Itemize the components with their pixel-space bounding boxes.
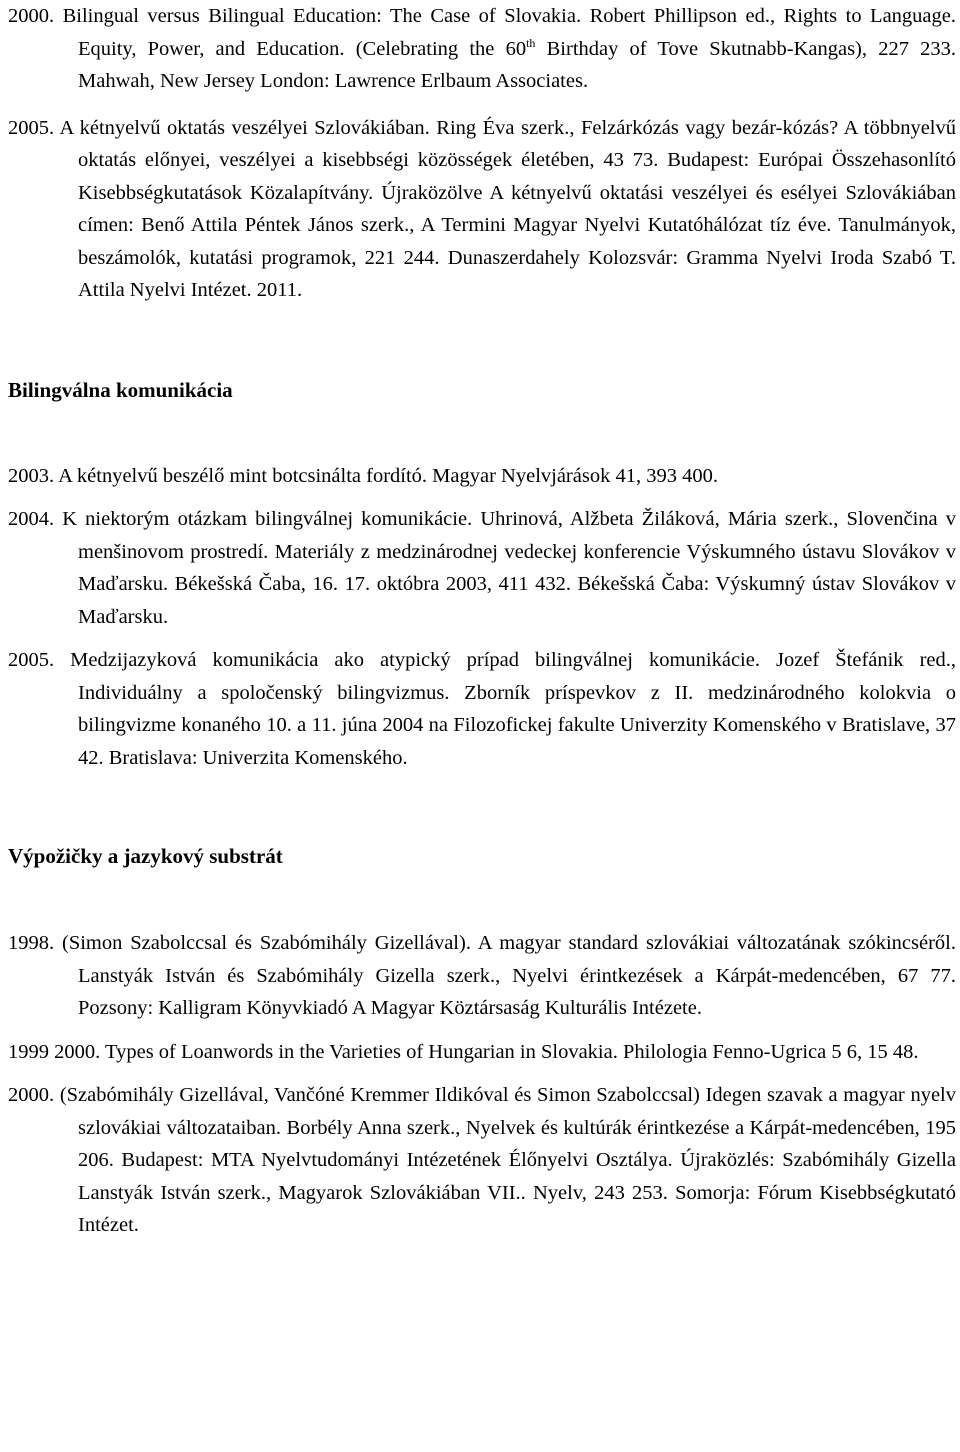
entry-year: 2005. xyxy=(8,116,55,139)
entry-text: K niektorým otázkam bilingválnej komunikácie. Uhrinová, Alžbeta Žiláková, Mária szerk., Slovenčina v menšinovom prostredí. Materiály z medzinárodnej vedeckej konferencie Výskumného ústavu Slovákov v Maďarsku. Békešská Čaba, 16. 17. októbra 2003, 411 432. Békešská Čaba: Výskumný ústav Slovákov v Maďarsku. xyxy=(54,508,956,628)
document-page xyxy=(8,0,956,1242)
entry-text: Bilingual versus Bilingual Education: The Case of Slovakia. Robert Phillipson ed., Rights to Language. Equity, Power, and Education. (Celebrating the 60 xyxy=(54,5,956,60)
entry-year: 1999 2000. xyxy=(8,1040,101,1063)
entry-text: Medzijazyková komunikácia ako atypický prípad bilingválnej komunikácie. Jozef Štefánik red., Individuálny a spoločenský bilingvizmus. Zborník príspevkov z II. medzinárodného kolokvia o bilingvizme konaného 10. a 11. júna 2004 na Filozofickej fakulte Univerzity Komenského v Bratislave, 37 42. Bratislava: Univerzita Komenského. xyxy=(54,649,956,769)
entry-superscript: th xyxy=(526,35,536,50)
entry-text: A kétnyelvű beszélő mint botcsinálta fordító. Magyar Nyelvjárások 41, 393 400. xyxy=(54,464,718,487)
entry-text: (Szabómihály Gizellával, Vančóné Kremmer Ildikóval és Simon Szabolccsal) Idegen szavak a magyar nyelv szlovákiai változataiban. Borbély Anna szerk., Nyelvek és kultúrák érintkezése a Kárpát-medencében, 195 206. Budapest: MTA Nyelvtudományi Intézetének Élőnyelvi Osztálya. Újraközlés: Szabómihály Gizella Lanstyák István szerk., Magyarok Szlovákiában VII.. Nyelv, 243 253. Somorja: Fórum Kisebbségkutató Intézet. xyxy=(54,1084,956,1236)
entry-text: Types of Loanwords in the Varieties of Hungarian in Slovakia. Philologia Fenno-Ugrica 5 6, 15 48. xyxy=(100,1040,919,1063)
bibliography-entry xyxy=(8,927,956,1025)
entry-year: 2000. xyxy=(8,5,55,27)
bibliography-entry xyxy=(8,503,956,633)
entry-text: Birthday of Tove Skutnabb-Kangas), 227 233. Mahwah, New Jersey London: Lawrence Erlbaum Associates. xyxy=(78,37,957,92)
entry-text: A kétnyelvű oktatás veszélyei Szlovákiában. Ring Éva szerk., Felzárkózás vagy bezár-kózás? A többnyelvű oktatás előnyei, veszélyei a kisebbségi közösségek életében, 43 73. Budapest: Európai Összehasonlító Kisebbségkutatások Közalapítvány. Újraközölve A kétnyelvű oktatási veszélyei és esélyei Szlovákiában címen: Benő Attila Péntek János szerk., A Termini Magyar Nyelvi Kutatóhálózat tíz éve. Tanulmányok, beszámolók, kutatási programok, 221 244. Dunaszerdahely Kolozsvár: Gramma Nyelvi Iroda Szabó T. Attila Nyelvi Intézet. 2011. xyxy=(54,116,956,301)
section-heading-loanwords: Výpožičky a jazykový substrát xyxy=(8,844,283,868)
bibliography-entry xyxy=(8,1079,956,1242)
entry-text: (Simon Szabolccsal és Szabómihály Gizellával). A magyar standard szlovákiai változatának szókincséről. Lanstyák István és Szabómihály Gizella szerk., Nyelvi érintkezések a Kárpát-medencében, 67 77. Pozsony: Kalligram Könyvkiadó A Magyar Köztársaság Kulturális Intézete. xyxy=(54,932,956,1019)
bibliography-entry xyxy=(8,1036,956,1069)
entry-year: 2005. xyxy=(8,649,55,671)
bibliography-entry xyxy=(8,644,956,774)
entry-year: 2000. xyxy=(8,1084,55,1106)
entry-year: 2003. xyxy=(8,464,55,487)
bibliography-entry xyxy=(8,0,956,98)
bibliography-entry xyxy=(8,460,956,493)
section-heading-bilingual-communication: Bilingválna komunikácia xyxy=(8,377,233,402)
bibliography-entry xyxy=(8,112,956,307)
entry-year: 2004. xyxy=(8,508,55,530)
entry-year: 1998. xyxy=(8,932,55,954)
